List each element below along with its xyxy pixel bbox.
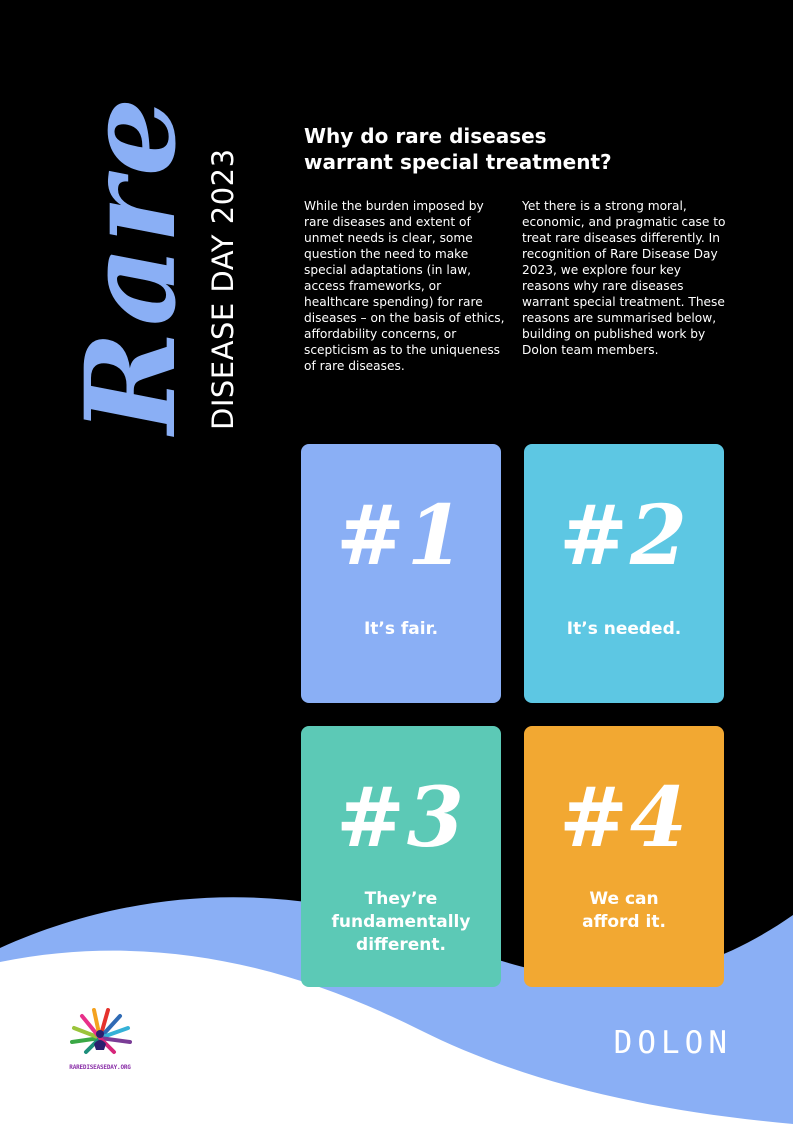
reason-label-line: fundamentally (331, 912, 471, 932)
reason-number: #4 (559, 770, 689, 866)
reason-card-1 (301, 444, 501, 703)
reason-label-line: different. (356, 935, 446, 955)
reason-number: #1 (336, 488, 466, 584)
heading-line-1: Why do rare diseases (304, 124, 547, 148)
body-text-right: Yet there is a strong moral, economic, and pragmatic case to treat rare diseases differently. In recognition of Rare Disease Day 2023, we explore four key reasons why rare diseases warrant special treatment. These reasons are summarised below, building on published work by Dolon team members. (522, 199, 726, 357)
dolon-logo: DOLON (613, 1025, 732, 1061)
reason-label-line: afford it. (582, 912, 666, 932)
reason-card-3 (301, 726, 501, 987)
page-heading (304, 123, 724, 175)
reason-label (534, 888, 714, 934)
rare-disease-day-logo (62, 1008, 138, 1072)
rare-disease-day-url: RAREDISEASEDAY.ORG (69, 1064, 131, 1071)
reason-number: #2 (559, 488, 689, 584)
body-text-left: While the burden imposed by rare diseases and extent of unmet needs is clear, some question the need to make special adaptations (in law, access frameworks, or healthcare spending) for rare diseases – on the basis of ethics, affordability concerns, or scepticism as to the uniqueness of rare diseases. (304, 199, 505, 373)
reason-number: #3 (336, 770, 466, 866)
reason-label-line: We can (589, 889, 659, 909)
reason-label: It’s needed. (566, 619, 682, 639)
reason-label (311, 888, 491, 957)
reason-card-4 (524, 726, 724, 987)
reason-card-2 (524, 444, 724, 703)
rare-title: Rare (59, 95, 204, 434)
reason-label: It’s fair. (363, 619, 439, 639)
disease-day-title: DISEASE DAY 2023 (206, 148, 240, 430)
heading-line-2: warrant special treatment? (304, 150, 612, 174)
reason-label-line: They’re (364, 889, 438, 909)
